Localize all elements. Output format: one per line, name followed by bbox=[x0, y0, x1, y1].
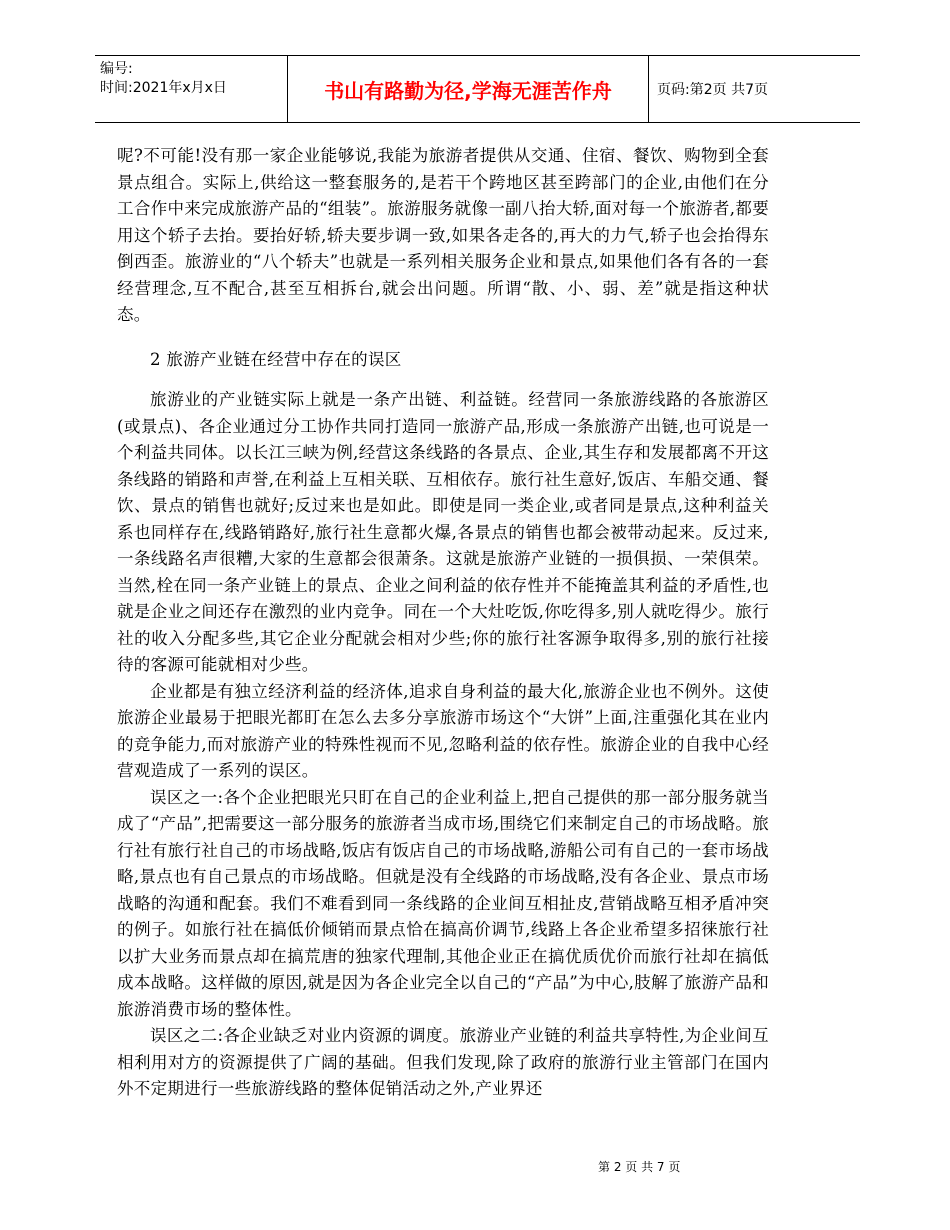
document-body bbox=[117, 143, 769, 1103]
paragraph: 企业都是有独立经济利益的经济体,追求自身利益的最大化,旅游企业也不例外。这使旅游企业最易于把眼光都盯在怎么去多分享旅游市场这个“大饼”上面,注重强化其在业内的竞争能力,而对旅游产业的特殊性视而不见,忽略利益的依存性。旅游企业的自我中心经营观造成了一系列的误区。 bbox=[117, 681, 769, 780]
page-footer: 第 2 页 共 7 页 bbox=[598, 1160, 681, 1174]
header-page-info: 页码:第2页 共7页 bbox=[657, 82, 768, 98]
section-heading: 2 旅游产业链在经营中存在的误区 bbox=[150, 349, 402, 369]
paragraph: 误区之一:各个企业把眼光只盯在自己的企业利益上,把自己提供的那一部分服务就当成了“产品”,把需要这一部分服务的旅游者当成市场,围绕它们来制定自己的市场战略。旅行社有旅行社自己的市场战略,饭店有饭店自己的市场战略,游船公司有自己的一套市场战略,景点也有自己景点的市场战略。但就是没有全线路的市场战略,没有各企业、景点市场战略的沟通和配套。我们不难看到同一条线路的企业间互相扯皮,营销战略互相矛盾冲突的例子。如旅行社在搞低价倾销而景点恰在搞高价调节,线路上各企业希望多招徕旅行社以扩大业务而景点却在搞荒唐的独家代理制,其他企业正在搞优质优价而旅行社却在搞低成本战略。这样做的原因,就是因为各企业完全以自己的“产品”为中心,肢解了旅游产品和旅游消费市场的整体性。 bbox=[117, 787, 769, 1019]
number-label: 编号: bbox=[100, 61, 133, 77]
header-meta bbox=[100, 60, 227, 98]
header-divider bbox=[648, 56, 649, 122]
page-header bbox=[95, 55, 860, 123]
paragraph-continued: 呢?不可能!没有那一家企业能够说,我能为旅游者提供从交通、住宿、餐饮、购物到全套景点组合。实际上,供给这一整套服务的,是若干个跨地区甚至跨部门的企业,由他们在分工合作中来完成旅游产品的“组装”。旅游服务就像一副八抬大轿,面对每一个旅游者,都要用这个轿子去抬。要抬好轿,轿夫要步调一致,如果各走各的,再大的力气,轿子也会抬得东倒西歪。旅游业的“八个轿夫”也就是一系列相关服务企业和景点,如果他们各有各的一套经营理念,互不配合,甚至互相拆台,就会出问题。所谓“散、小、弱、差”就是指这种状态。 bbox=[117, 146, 769, 324]
time-label: 时间:2021年x月x日 bbox=[100, 80, 227, 96]
paragraph: 误区之二:各企业缺乏对业内资源的调度。旅游业产业链的利益共享特性,为企业间互相利用对方的资源提供了广阔的基础。但我们发现,除了政府的旅游行业主管部门在国内外不定期进行一些旅游线路的整体促销活动之外,产业界还 bbox=[117, 1026, 769, 1098]
paragraph: 旅游业的产业链实际上就是一条产出链、利益链。经营同一条旅游线路的各旅游区(或景点)、各企业通过分工协作共同打造同一旅游产品,形成一条旅游产出链,也可说是一个利益共同体。以长江三峡为例,经营这条线路的各景点、企业,其生存和发展都离不开这条线路的销路和声誉,在利益上互相关联、互相依存。旅行社生意好,饭店、车船交通、餐饮、景点的销售也就好;反过来也是如此。即使是同一类企业,或者同是景点,这种利益关系也同样存在,线路销路好,旅行社生意都火爆,各景点的销售也都会被带动起来。反过来,一条线路名声很糟,大家的生意都会很萧条。这就是旅游产业链的一损俱损、一荣俱荣。当然,栓在同一条产业链上的景点、企业之间利益的依存性并不能掩盖其利益的矛盾性,也就是企业之间还存在激烈的业内竞争。同在一个大灶吃饭,你吃得多,别人就吃得少。旅行社的收入分配多些,其它企业分配就会相对少些;你的旅行社客源争取得多,别的旅行社接待的客源可能就相对少些。 bbox=[117, 390, 769, 674]
header-motto: 书山有路勤为径,学海无涯苦作舟 bbox=[324, 78, 612, 103]
